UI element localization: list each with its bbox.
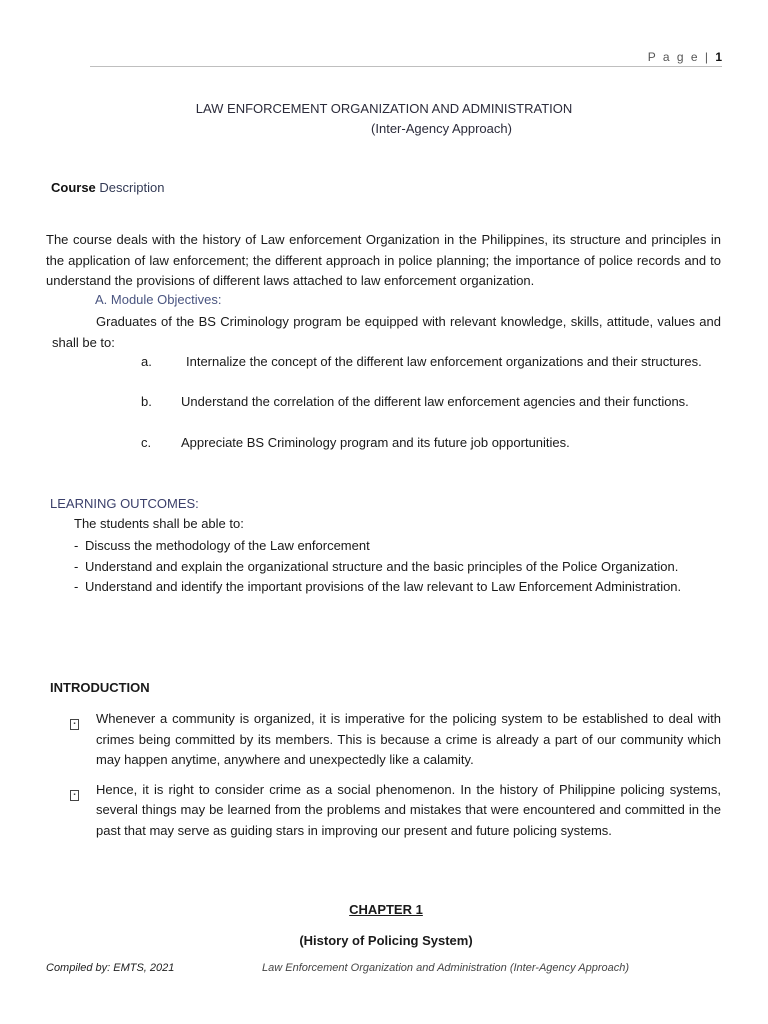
bullet-icon: ▪ (70, 709, 96, 771)
chapter-title: CHAPTER 1 (349, 902, 423, 917)
page-number: 1 (715, 50, 722, 64)
module-objectives-intro: Graduates of the BS Criminology program be equipped with relevant knowledge, skills, attitude, values and shall be to: (52, 314, 721, 350)
objective-mark: c. (141, 435, 152, 450)
course-paragraph: The course deals with the history of Law enforcement Organization in the Philippines, its structure and principles in the application of law enforcement; the different approach in police planning; the importance of police records and to understand the provisions of different laws attached to law enforcement organization. (46, 232, 721, 288)
outcome-text: Understand and explain the organizational structure and the basic principles of the Police Organization. (85, 558, 679, 574)
objective-text: Internalize the concept of the different law enforcement organizations and their structures. (186, 354, 702, 369)
page-number-header (648, 50, 722, 64)
header-divider (90, 66, 722, 67)
bullet-icon: ▪ (70, 780, 96, 842)
list-item (70, 709, 721, 771)
course-label: Course (51, 180, 96, 195)
bullet-text: Hence, it is right to consider crime as a social phenomenon. In the history of Philippine policing systems, several things may be learned from the problems and mistakes that were encountered and committed in the past that may serve as guiding stars in improving our present and future policing systems. (96, 781, 721, 838)
footer-document-title: Law Enforcement Organization and Administration (Inter-Agency Approach) (262, 962, 630, 974)
module-objectives-heading: A. Module Objectives: (95, 292, 222, 307)
course-description-heading (51, 180, 164, 195)
objective-item (52, 392, 721, 413)
learning-outcomes-heading: LEARNING OUTCOMES: (50, 496, 199, 511)
title-main: LAW ENFORCEMENT ORGANIZATION AND ADMINISTRATION (195, 101, 573, 116)
list-item: - Understand and identify the important provisions of the law relevant to Law Enforcement Administration. (74, 577, 721, 598)
description-label: Description (99, 180, 165, 195)
title-sub: (Inter-Agency Approach) (371, 121, 512, 136)
outcome-text: Discuss the methodology of the Law enforcement (85, 538, 370, 553)
objective-mark: a. (141, 354, 152, 369)
objective-text: Understand the correlation of the different law enforcement agencies and their functions. (181, 394, 689, 409)
objective-text: Appreciate BS Criminology program and its future job opportunities. (181, 435, 570, 450)
learning-outcomes-list (74, 536, 721, 598)
list-item: - Understand and explain the organizational structure and the basic principles of the Police Organization. (74, 557, 721, 578)
introduction-heading: INTRODUCTION (50, 680, 150, 695)
footer-compiled-by: Compiled by: EMTS, 2021 (46, 962, 175, 974)
objective-mark: b. (141, 394, 152, 409)
list-item: - Discuss the methodology of the Law enforcement (74, 536, 721, 557)
chapter-subtitle: (History of Policing System) (299, 933, 473, 948)
bullet-text: Whenever a community is organized, it is imperative for the policing system to be established to deal with crimes being committed by its members. This is because a crime is already a part of our community which may happen anytime, anywhere and unexpectedly like a calamity. (96, 711, 721, 767)
objective-item (96, 352, 721, 373)
page-label: P a g e | (647, 50, 710, 64)
list-item (70, 780, 721, 842)
document-title (0, 99, 768, 139)
outcome-text: Understand and identify the important provisions of the law relevant to Law Enforcement Administration. (85, 579, 682, 594)
learning-outcomes-intro: The students shall be able to: (74, 516, 244, 531)
introduction-bullets (70, 709, 721, 850)
objective-item (141, 433, 570, 454)
